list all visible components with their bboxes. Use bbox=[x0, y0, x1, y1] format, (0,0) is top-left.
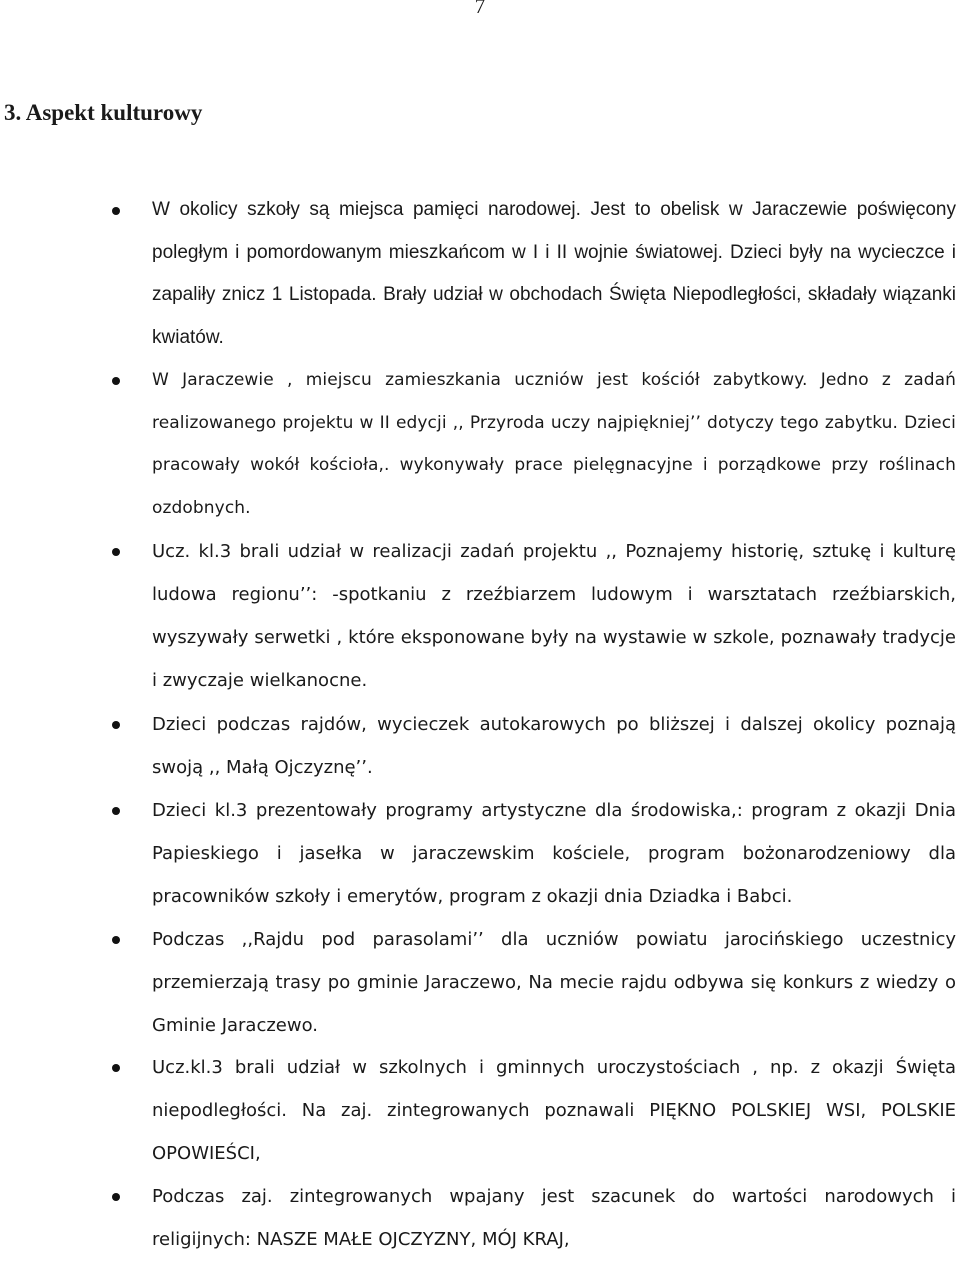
list-item-text: Dzieci kl.3 prezentowały programy artystyczne dla środowiska,: program z okazji Dnia Papieskiego i jasełka w jaraczewskim kościele, program bożonarodzeniowy dla pracowników szkoły i emerytów, program z okazji dnia Dziadka i Babci. bbox=[152, 800, 956, 907]
list-item-text: Ucz.kl.3 brali udział w szkolnych i gminnych uroczystościach , np. z okazji Święta niepodległości. Na zaj. zintegrowanych poznawali PIĘKNO POLSKIEJ WSI, POLSKIE OPOWIEŚCI, bbox=[152, 1057, 956, 1164]
list-item-text: Podczas zaj. zintegrowanych wpajany jest szacunek do wartości narodowych i religijnych: NASZE MAŁE OJCZYZNY, MÓJ KRAJ, bbox=[152, 1186, 956, 1250]
bullet-dot-icon bbox=[112, 548, 120, 556]
list-item-text: Podczas ,,Rajdu pod parasolami’’ dla uczniów powiatu jarocińskiego uczestnicy przemierzają trasy po gminie Jaraczewo, Na mecie rajdu odbywa się konkurs z wiedzy o Gminie Jaraczewo. bbox=[152, 929, 956, 1036]
bullet-dot-icon bbox=[112, 807, 120, 815]
bullet-dot-icon bbox=[112, 936, 120, 944]
list-item-text: W Jaraczewie , miejscu zamieszkania uczniów jest kościół zabytkowy. Jedno z zadań realizowanego projektu w II edycji ,, Przyroda uczy najpiękniej’’ dotyczy tego zabytku. Dzieci pracowały wokół kościoła,. wykonywały prace pielęgnacyjne i porządkowe przy roślinach ozdobnych. bbox=[152, 370, 956, 518]
bullet-dot-icon bbox=[112, 1064, 120, 1072]
list-item-text: W okolicy szkoły są miejsca pamięci narodowej. Jest to obelisk w Jaraczewie poświęcony poległym i pomordowanym mieszkańcom w I i II wojnie światowej. Dzieci były na wycieczce i zapaliły znicz 1 Listopada. Brały udział w obchodach Święta Niepodległości, składały wiązanki kwiatów. bbox=[152, 199, 956, 348]
page-number: 7 bbox=[474, 0, 486, 18]
list-item-text: Dzieci podczas rajdów, wycieczek autokarowych po bliższej i dalszej okolicy poznają swoją ,, Małą Ojczyznę’’. bbox=[152, 714, 956, 778]
bullet-dot-icon bbox=[112, 1193, 120, 1201]
bullet-dot-icon bbox=[112, 207, 120, 215]
bullet-dot-icon bbox=[112, 721, 120, 729]
section-heading: 3. Aspekt kulturowy bbox=[4, 100, 203, 125]
list-item-text: Ucz. kl.3 brali udział w realizacji zadań projektu ,, Poznajemy historię, sztukę i kulturę ludowa regionu’’: -spotkaniu z rzeźbiarzem ludowym i warsztatach rzeźbiarskich, wyszywały serwetki , które eksponowane były na wystawie w szkole, poznawały tradycje i zwyczaje wielkanocne. bbox=[152, 541, 956, 691]
bullet-dot-icon bbox=[112, 377, 120, 385]
